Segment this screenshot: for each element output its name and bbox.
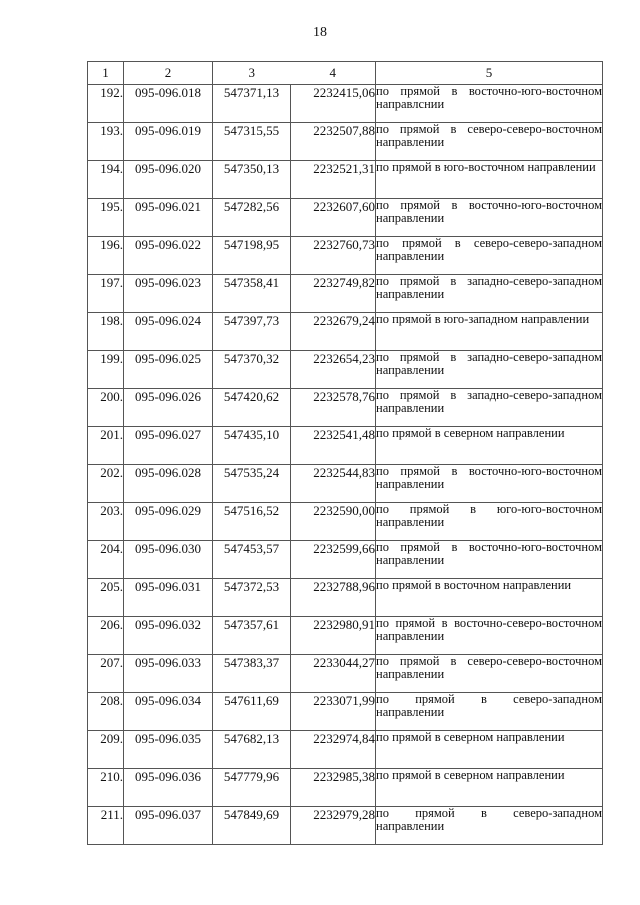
row-number: 202. (88, 465, 124, 503)
row-number: 196. (88, 237, 124, 275)
coord-y: 2233071,99 (291, 693, 376, 731)
table-row (88, 313, 603, 351)
header-col-2: 2 (124, 62, 213, 85)
coord-x: 547358,41 (213, 275, 291, 313)
coord-y: 2232541,48 (291, 427, 376, 465)
row-number: 201. (88, 427, 124, 465)
table-row (88, 351, 603, 389)
coord-x: 547383,37 (213, 655, 291, 693)
point-code: 095-096.030 (124, 541, 213, 579)
row-number: 205. (88, 579, 124, 617)
direction-description: по прямой в северо-северо-восточном направлении (376, 655, 603, 693)
row-number: 210. (88, 769, 124, 807)
row-number: 206. (88, 617, 124, 655)
coord-x: 547682,13 (213, 731, 291, 769)
header-col-1: 1 (88, 62, 124, 85)
coord-x: 547435,10 (213, 427, 291, 465)
table-header-row (88, 62, 603, 85)
point-code: 095-096.033 (124, 655, 213, 693)
table-row (88, 693, 603, 731)
row-number: 208. (88, 693, 124, 731)
point-code: 095-096.037 (124, 807, 213, 845)
coord-x: 547372,53 (213, 579, 291, 617)
coord-x: 547611,69 (213, 693, 291, 731)
direction-description: по прямой в северо-северо-западном направлении (376, 237, 603, 275)
coord-x: 547370,32 (213, 351, 291, 389)
coord-x: 547420,62 (213, 389, 291, 427)
row-number: 193. (88, 123, 124, 161)
coord-y: 2233044,27 (291, 655, 376, 693)
row-number: 207. (88, 655, 124, 693)
coord-y: 2232415,06 (291, 85, 376, 123)
row-number: 192. (88, 85, 124, 123)
direction-description: по прямой в восточно-северо-восточном направлении (376, 617, 603, 655)
direction-description: по прямой в северо-северо-восточном направлении (376, 123, 603, 161)
header-col-3: 3 (213, 62, 291, 85)
coord-y: 2232749,82 (291, 275, 376, 313)
coord-x: 547282,56 (213, 199, 291, 237)
row-number: 203. (88, 503, 124, 541)
point-code: 095-096.024 (124, 313, 213, 351)
table-row (88, 85, 603, 123)
table-row (88, 237, 603, 275)
table-row (88, 503, 603, 541)
direction-description: по прямой в восточно-юго-восточном направлении (376, 465, 603, 503)
row-number: 195. (88, 199, 124, 237)
table-row (88, 199, 603, 237)
table-row (88, 617, 603, 655)
point-code: 095-096.035 (124, 731, 213, 769)
point-code: 095-096.022 (124, 237, 213, 275)
coord-x: 547453,57 (213, 541, 291, 579)
coord-y: 2232788,96 (291, 579, 376, 617)
coord-y: 2232985,38 (291, 769, 376, 807)
coord-x: 547535,24 (213, 465, 291, 503)
point-code: 095-096.034 (124, 693, 213, 731)
coord-x: 547849,69 (213, 807, 291, 845)
coordinates-table (87, 61, 603, 845)
table-row (88, 389, 603, 427)
direction-description: по прямой в восточно-юго-восточном направлении (376, 541, 603, 579)
table-row (88, 123, 603, 161)
direction-description: по прямой в западно-северо-западном направлении (376, 275, 603, 313)
header-col-4: 4 (291, 62, 376, 85)
coord-y: 2232590,00 (291, 503, 376, 541)
direction-description: по прямой в юго-юго-восточном направлении (376, 503, 603, 541)
table-row (88, 427, 603, 465)
table-row (88, 731, 603, 769)
coord-y: 2232521,31 (291, 161, 376, 199)
row-number: 204. (88, 541, 124, 579)
direction-description: по прямой в северном направлении (376, 731, 603, 769)
table-row (88, 541, 603, 579)
coord-x: 547397,73 (213, 313, 291, 351)
coord-y: 2232974,84 (291, 731, 376, 769)
table-row (88, 579, 603, 617)
point-code: 095-096.018 (124, 85, 213, 123)
coord-y: 2232760,73 (291, 237, 376, 275)
coord-y: 2232980,91 (291, 617, 376, 655)
direction-description: по прямой в северном направлении (376, 769, 603, 807)
point-code: 095-096.025 (124, 351, 213, 389)
coord-y: 2232679,24 (291, 313, 376, 351)
coord-y: 2232544,83 (291, 465, 376, 503)
point-code: 095-096.020 (124, 161, 213, 199)
point-code: 095-096.021 (124, 199, 213, 237)
coord-x: 547371,13 (213, 85, 291, 123)
row-number: 199. (88, 351, 124, 389)
point-code: 095-096.026 (124, 389, 213, 427)
table-body (88, 85, 603, 845)
point-code: 095-096.036 (124, 769, 213, 807)
coord-x: 547779,96 (213, 769, 291, 807)
point-code: 095-096.032 (124, 617, 213, 655)
header-col-5: 5 (376, 62, 603, 85)
direction-description: по прямой в западно-северо-западном направлении (376, 389, 603, 427)
coord-x: 547315,55 (213, 123, 291, 161)
point-code: 095-096.031 (124, 579, 213, 617)
point-code: 095-096.023 (124, 275, 213, 313)
direction-description: по прямой в западно-северо-западном направлении (376, 351, 603, 389)
row-number: 211. (88, 807, 124, 845)
coord-y: 2232578,76 (291, 389, 376, 427)
direction-description: по прямой в восточно-юго-восточном направлснии (376, 85, 603, 123)
table-row (88, 275, 603, 313)
row-number: 200. (88, 389, 124, 427)
direction-description: по прямой в юго-западном направлении (376, 313, 603, 351)
direction-description: по прямой в восточно-юго-восточном направлении (376, 199, 603, 237)
direction-description: по прямой в восточном направлении (376, 579, 603, 617)
point-code: 095-096.027 (124, 427, 213, 465)
direction-description: по прямой в северном направлении (376, 427, 603, 465)
point-code: 095-096.028 (124, 465, 213, 503)
table-row (88, 465, 603, 503)
direction-description: по прямой в юго-восточном направлении (376, 161, 603, 199)
table-row (88, 807, 603, 845)
coord-x: 547198,95 (213, 237, 291, 275)
coord-x: 547357,61 (213, 617, 291, 655)
table-row (88, 769, 603, 807)
coord-y: 2232654,23 (291, 351, 376, 389)
coord-y: 2232979,28 (291, 807, 376, 845)
page-number: 18 (313, 25, 327, 40)
coord-y: 2232507,88 (291, 123, 376, 161)
point-code: 095-096.019 (124, 123, 213, 161)
row-number: 209. (88, 731, 124, 769)
coord-y: 2232607,60 (291, 199, 376, 237)
table-row (88, 655, 603, 693)
coord-x: 547350,13 (213, 161, 291, 199)
row-number: 198. (88, 313, 124, 351)
table-row (88, 161, 603, 199)
coord-y: 2232599,66 (291, 541, 376, 579)
direction-description: по прямой в северо-западном направлении (376, 693, 603, 731)
coord-x: 547516,52 (213, 503, 291, 541)
row-number: 197. (88, 275, 124, 313)
row-number: 194. (88, 161, 124, 199)
point-code: 095-096.029 (124, 503, 213, 541)
direction-description: по прямой в северо-западном направлении (376, 807, 603, 845)
